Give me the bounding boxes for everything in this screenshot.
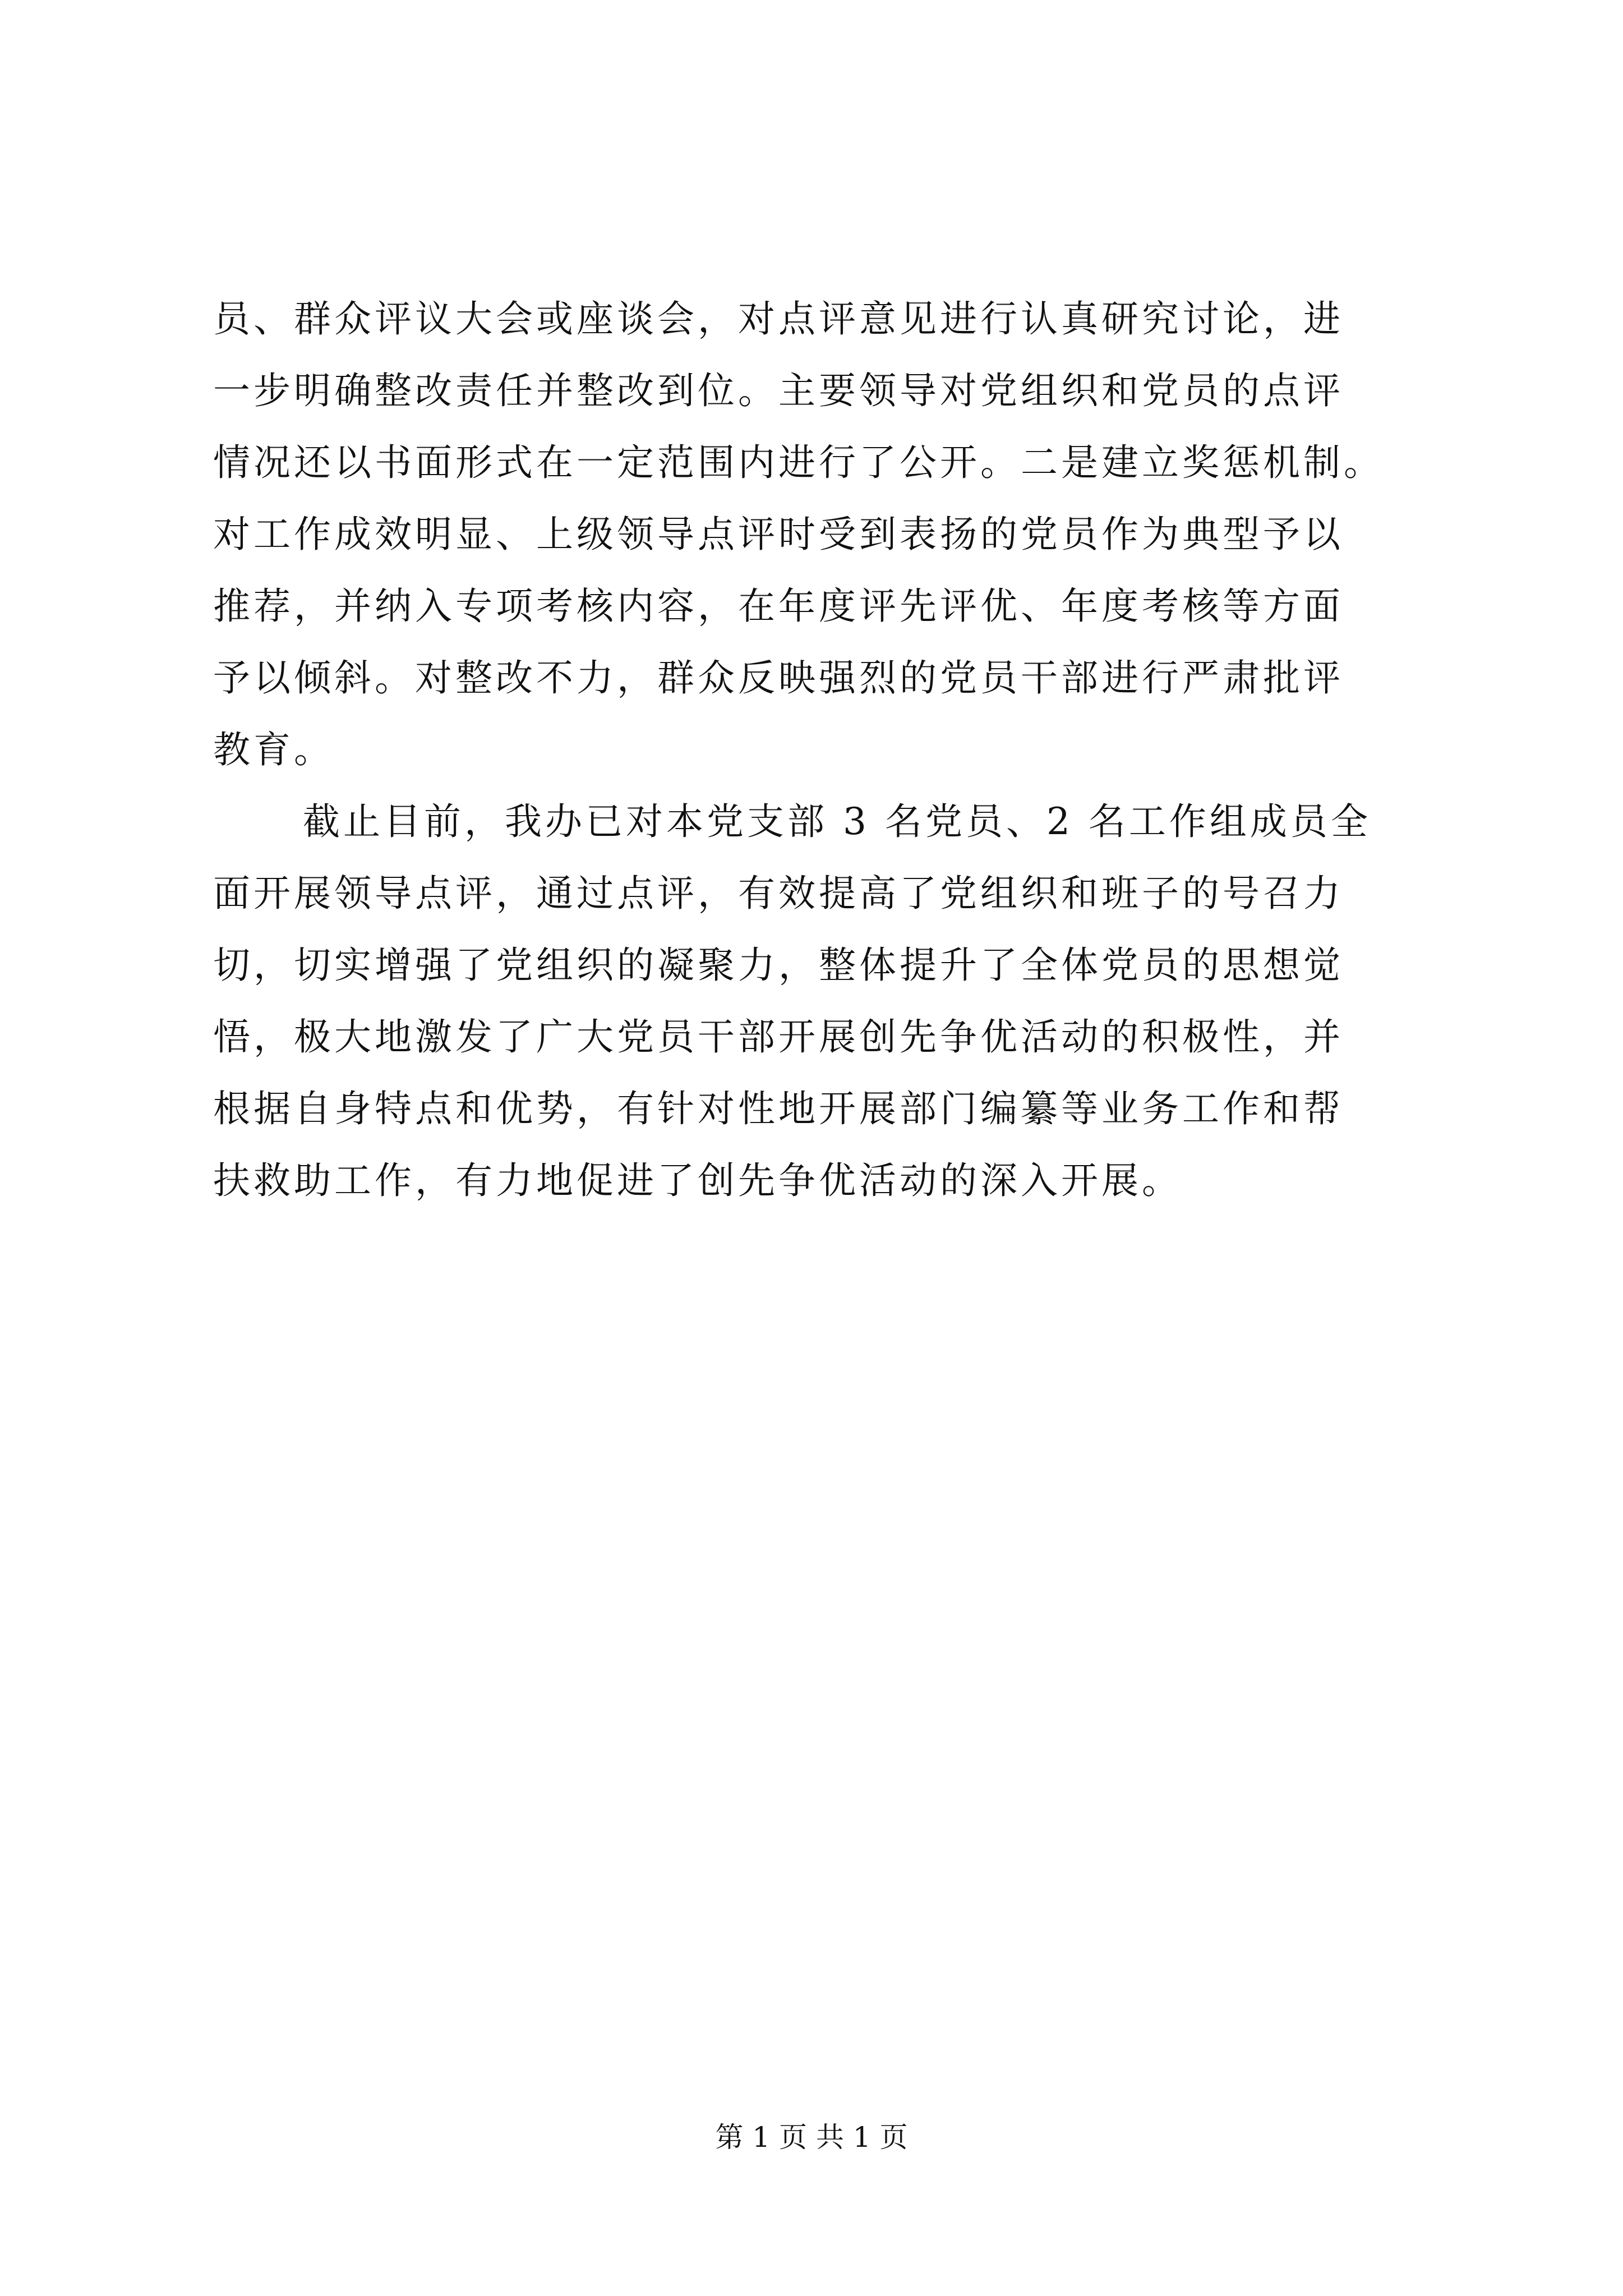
paragraph-line: 情况还以书面形式在一定范围内进行了公开。二是建立奖惩机制。 bbox=[213, 441, 1384, 484]
paragraph-line: 切，切实增强了党组织的凝聚力，整体提升了全体党员的思想觉 bbox=[213, 944, 1344, 987]
paragraph-line: 对工作成效明显、上级领导点评时受到表扬的党员作为典型予以 bbox=[213, 513, 1344, 556]
paragraph-line: 一步明确整改责任并整改到位。主要领导对党组织和党员的点评 bbox=[213, 369, 1344, 412]
paragraph-line: 截止目前，我办已对本党支部 3 名党员、2 名工作组成员全 bbox=[303, 800, 1371, 843]
document-body bbox=[213, 283, 1481, 1217]
paragraph-line: 员、群众评议大会或座谈会，对点评意见进行认真研究讨论，进 bbox=[213, 297, 1344, 341]
paragraph-line: 予以倾斜。对整改不力，群众反映强烈的党员干部进行严肃批评 bbox=[213, 656, 1344, 700]
paragraph-line: 面开展领导点评，通过点评，有效提高了党组织和班子的号召力 bbox=[213, 872, 1344, 915]
paragraph-1 bbox=[213, 283, 1481, 786]
paragraph-line: 教育。 bbox=[213, 728, 334, 771]
page-footer: 第 1 页 共 1 页 bbox=[715, 2121, 908, 2154]
paragraph-2 bbox=[213, 786, 1481, 1217]
paragraph-line: 悟，极大地激发了广大党员干部开展创先争优活动的积极性，并 bbox=[213, 1015, 1344, 1059]
paragraph-line: 扶救助工作，有力地促进了创先争优活动的深入开展。 bbox=[213, 1159, 1182, 1202]
paragraph-line: 推荐，并纳入专项考核内容，在年度评先评优、年度考核等方面 bbox=[213, 585, 1344, 628]
paragraph-line: 根据自身特点和优势，有针对性地开展部门编纂等业务工作和帮 bbox=[213, 1087, 1344, 1130]
